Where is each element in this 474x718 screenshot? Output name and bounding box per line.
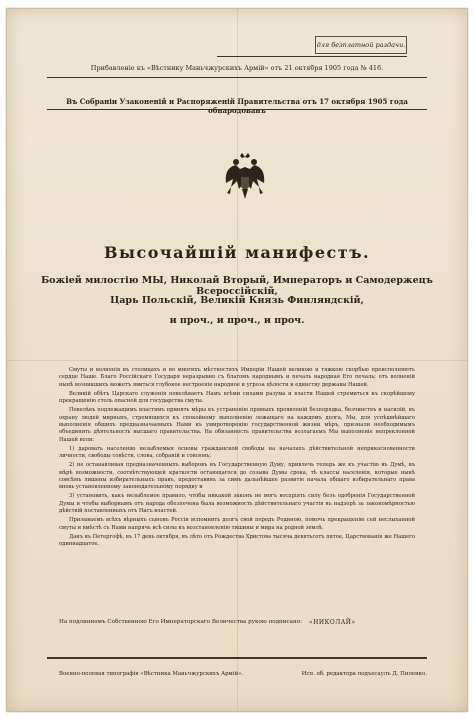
top-rule: [47, 77, 427, 78]
editor-credit: Исп. об. редактора подъесаулъ Д. Пиленко.: [301, 671, 427, 677]
monarch-title-line-1: Божіей милостію МЫ, Николай Вторый, Императоръ и Самодержецъ Всероссійскій,: [41, 275, 433, 297]
double-headed-eagle-icon: [223, 151, 267, 201]
body-paragraph: Повелѣвъ подлежащимъ властямъ принять мѣры къ устраненію прямыхъ проявленій безпорядка, безчинствъ и насилій, въ охрану людей мирныхъ, стремящихся къ спокойному выполненію лежащаго на каждомъ долга, Мы, для успѣшнѣйшаго выполненія общихъ предназначаемыхъ Нами къ умиротворенію государственной жизни мѣръ, признали необходимымъ объединить дѣятельность высшаго правительства. На обязанность правительства возлагаемъ Мы выполненіе непреклонной Нашей воли:: [59, 407, 415, 443]
manifesto-title: Высочайшій манифестъ.: [103, 243, 371, 262]
manifesto-body: [59, 367, 415, 550]
body-paragraph: Данъ въ Петергофѣ, въ 17 день октября, въ лѣто отъ Рождества Христова тысяча девятьсотъ пятое, Царствованія же Нашего одиннадцатое.: [59, 533, 415, 548]
signature-block: [59, 619, 415, 625]
body-paragraph: 3) установить, какъ незыблемое правило, чтобы никакой законъ не могъ воспріять силу безъ одобренія Государственной Думы и чтобы выборнымъ отъ народа обезпечена была возможность дѣйствительнаго участія въ надзорѣ за закономѣрностью дѣйствій поставленныхъ отъ Насъ властей.: [59, 493, 415, 515]
free-distribution-stamp: для безплатной раздачи.: [315, 36, 407, 54]
supplement-line: Прибавленіе къ «Вѣстнику Маньчжурскихъ Армій» отъ 21 октября 1905 года № 416.: [90, 64, 384, 72]
monarch-title-line-3: и проч., и проч., и проч.: [169, 315, 305, 326]
body-paragraph: Смуты и волненія въ столицахъ и во многихъ мѣстностяхъ Имперіи Нашей великою и тяжкою скорбью преисполняютъ сердце Наше. Благо Россійскаго Государя неразрывно съ благомъ народнымъ и печаль народная Его печаль; отъ волненій нынѣ возникшихъ можетъ явиться глубокое нестроеніе народное и угроза цѣлости и единству державы Нашей.: [59, 367, 415, 388]
body-paragraph: 1) даровать населенію незыблемыя основы гражданской свободы на началахъ дѣйствительной неприкосновенности личности, свободы совѣсти, слова, собраній и союзовъ;: [59, 445, 415, 460]
body-paragraph: Великій обѣтъ Царскаго служенія повелѣваетъ Намъ всѣми силами разума и власти Нашей стремиться къ скорѣйшему прекращенію столь опасной для государства смуты.: [59, 390, 415, 405]
publication-rule: [47, 109, 427, 110]
manifesto-sheet: [6, 8, 468, 712]
monarch-title-line-2: Царь Польскій, Великій Князь Финляндскій,: [110, 295, 364, 306]
stamp-underline: [217, 56, 407, 57]
body-paragraph: 2) не останавливая предназначенныхъ выборовъ въ Государственную Думу, привлечь теперь же къ участію въ Думѣ, въ мѣрѣ возможности, соотвѣтствующей краткости остающагося до созыва Думы срока, тѣ классы населенія, которые нынѣ совсѣмъ лишены избирательныхъ правъ, предоставивъ за симъ дальнѣйшее развитіе начала общаго избирательнаго права вновь установленному законодательному порядку и: [59, 462, 415, 491]
signature-note: На подлинномъ Собственною Его Императорскаго Величества рукою подписано:: [59, 619, 302, 625]
fold-line-horizontal: [7, 360, 467, 361]
publication-note: Въ Собраніи Узаконеній и Распоряженій Правительства отъ 17 октября 1905 года обнародованъ: [66, 97, 408, 115]
body-paragraph: Призываемъ всѣхъ вѣрныхъ сыновъ Россіи вспомнить долгъ свой передъ Родиною, помочь прекращенію сей неслыханной смуты и вмѣстѣ съ Нами напрячь всѣ силы къ возстановленію тишины и мира на родной землѣ.: [59, 517, 415, 531]
printer-credit: Военно-полевая типографія «Вѣстника Маньчжурскихъ Армій».: [59, 671, 244, 677]
signature-name: «НИКОЛАЙ»: [309, 619, 356, 626]
footer-rule: [47, 657, 427, 659]
